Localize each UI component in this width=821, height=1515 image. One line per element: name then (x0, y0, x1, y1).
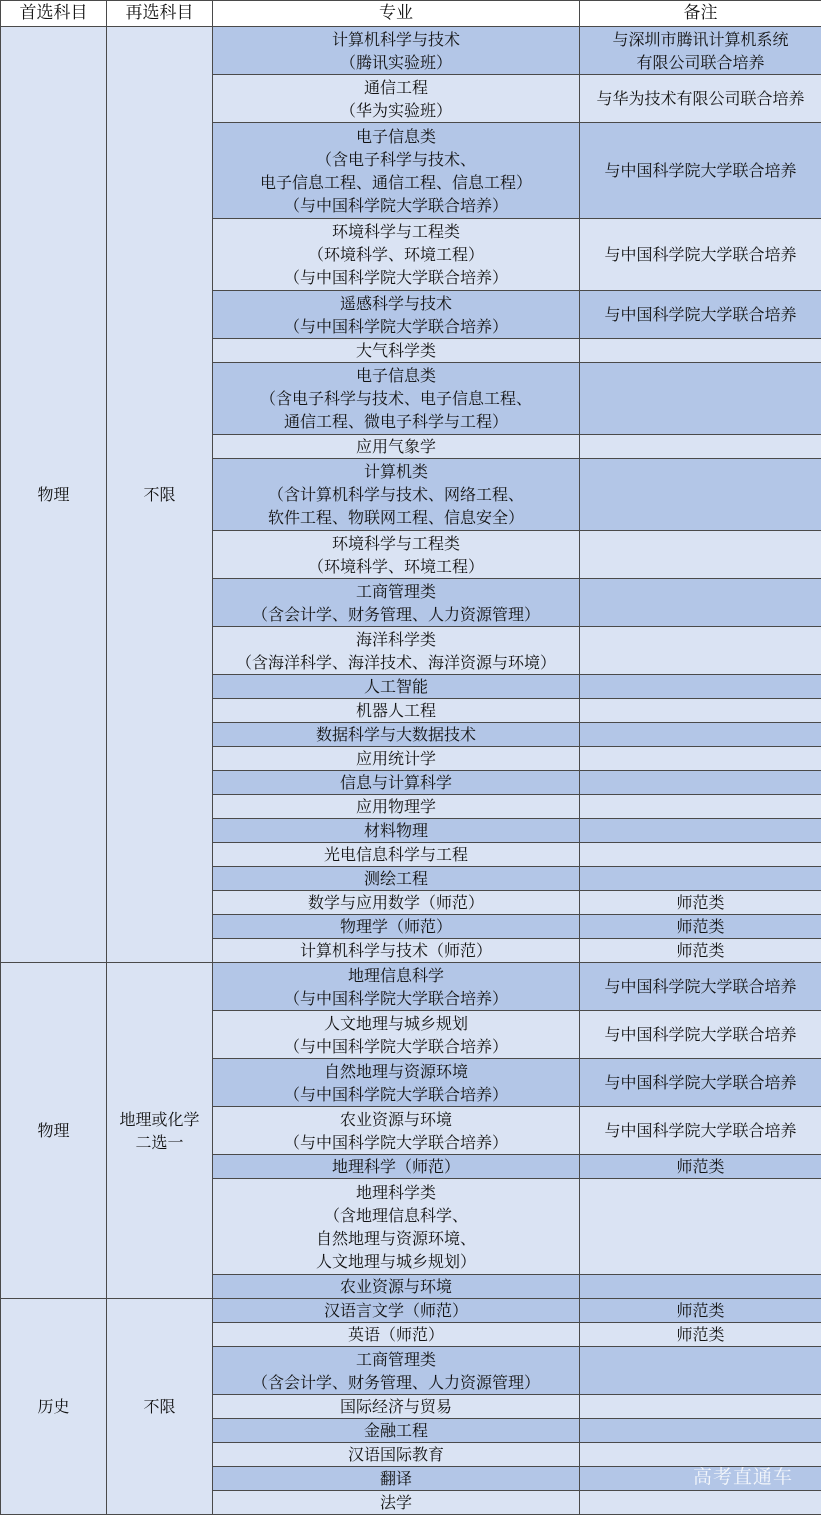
major-line: 计算机类 (363, 462, 428, 481)
major-line: 通信工程、微电子科学与工程） (283, 412, 508, 431)
note-cell (580, 771, 821, 795)
major-line: 电子信息类 (355, 366, 436, 385)
major-line: （与中国科学院大学联合培养） (283, 1084, 508, 1104)
major-line: （与中国科学院大学联合培养） (283, 316, 508, 336)
major-cell (213, 339, 580, 363)
major-line: 电子信息工程、通信工程、信息工程） (259, 172, 532, 192)
note-cell (580, 1491, 821, 1515)
major-cell (213, 963, 580, 1011)
note-line: 师范类 (676, 941, 725, 960)
note-line: 与中国科学院大学联合培养 (604, 977, 797, 996)
watermark: 高考直通车 (692, 1466, 793, 1488)
header-major: 专业 (213, 1, 580, 27)
major-line: 材料物理 (363, 821, 428, 840)
major-line: （环境科学、环境工程） (307, 245, 484, 264)
major-line: 大气科学类 (355, 341, 436, 360)
major-line: 数学与应用数学（师范） (307, 893, 484, 912)
note-line: 师范类 (676, 917, 725, 936)
major-line: 法学 (379, 1493, 412, 1512)
note-cell (580, 627, 821, 675)
major-line: 测绘工程 (363, 869, 428, 888)
note-cell (580, 747, 821, 771)
note-cell (580, 1011, 821, 1059)
major-cell (213, 1107, 580, 1155)
major-line: 电子信息类 (355, 126, 436, 146)
major-cell (213, 675, 580, 699)
note-cell (580, 939, 821, 963)
major-line: （环境科学、环境工程） (307, 556, 484, 576)
note-cell (580, 1323, 821, 1347)
major-cell (213, 459, 580, 531)
note-line: 与中国科学院大学联合培养 (604, 305, 797, 324)
major-line: （含计算机科学与技术、网络工程、 (267, 485, 524, 504)
note-cell (580, 1299, 821, 1323)
major-cell (213, 771, 580, 795)
note-cell (580, 1395, 821, 1419)
major-line: （含电子科学与技术、 (315, 149, 476, 169)
note-cell (580, 27, 821, 75)
note-cell (580, 291, 821, 339)
note-cell (580, 795, 821, 819)
major-line: 国际经济与贸易 (339, 1397, 452, 1416)
major-line: 农业资源与环境 (339, 1277, 452, 1296)
table-row (1, 1299, 821, 1323)
note-line: 与中国科学院大学联合培养 (604, 245, 797, 264)
major-cell (213, 1467, 580, 1491)
note-cell (580, 339, 821, 363)
header-note: 备注 (580, 1, 821, 27)
major-cell (213, 1059, 580, 1107)
major-line: 环境科学与工程类 (331, 533, 460, 553)
note-cell (580, 867, 821, 891)
note-line: 师范类 (676, 1157, 725, 1176)
major-line: （含电子科学与技术、电子信息工程、 (259, 389, 532, 408)
major-cell (213, 627, 580, 675)
major-line: 工商管理类 (355, 1349, 436, 1369)
major-line: 软件工程、物联网工程、信息安全） (267, 508, 524, 527)
major-cell (213, 1011, 580, 1059)
major-cell (213, 1155, 580, 1179)
header-second-subject: 再选科目 (107, 1, 213, 27)
note-line: 与中国科学院大学联合培养 (604, 1073, 797, 1092)
major-line: （含地理信息科学、 (323, 1205, 468, 1225)
major-cell (213, 27, 580, 75)
header-row (1, 1, 821, 27)
major-cell (213, 1347, 580, 1395)
header-first-subject: 首选科目 (1, 1, 107, 27)
major-line: 计算机科学与技术（师范） (299, 941, 492, 960)
major-cell (213, 1491, 580, 1515)
note-line: 与中国科学院大学联合培养 (604, 1025, 797, 1044)
note-cell (580, 891, 821, 915)
note-cell (580, 579, 821, 627)
major-cell (213, 795, 580, 819)
major-cell (213, 75, 580, 123)
note-line: 与中国科学院大学联合培养 (604, 161, 797, 180)
major-cell (213, 363, 580, 435)
major-line: 翻译 (379, 1469, 412, 1488)
note-line: 师范类 (676, 1301, 725, 1320)
note-cell (580, 123, 821, 219)
major-line: 地理科学类 (355, 1182, 436, 1202)
major-line: 光电信息科学与工程 (323, 845, 468, 864)
note-cell (580, 363, 821, 435)
major-cell (213, 1419, 580, 1443)
major-cell (213, 1395, 580, 1419)
major-cell (213, 531, 580, 579)
major-cell (213, 435, 580, 459)
first-subject-cell: 物理 (1, 963, 107, 1299)
major-cell (213, 843, 580, 867)
note-cell (580, 459, 821, 531)
note-cell (580, 1347, 821, 1395)
major-cell (213, 219, 580, 291)
major-cell (213, 1275, 580, 1299)
note-cell (580, 1059, 821, 1107)
first-subject-cell: 物理 (1, 27, 107, 963)
major-line: （与中国科学院大学联合培养） (283, 1036, 508, 1056)
major-line: 金融工程 (363, 1421, 428, 1440)
major-line: 应用气象学 (355, 437, 436, 456)
major-line: 汉语国际教育 (347, 1445, 444, 1464)
major-cell (213, 1299, 580, 1323)
major-line: 应用统计学 (355, 749, 436, 768)
major-line: （含海洋科学、海洋技术、海洋资源与环境） (235, 652, 556, 672)
major-line: （与中国科学院大学联合培养） (283, 195, 508, 215)
table-row (1, 963, 821, 1011)
major-line: （与中国科学院大学联合培养） (283, 1132, 508, 1152)
major-cell (213, 1323, 580, 1347)
major-line: 自然地理与资源环境 (323, 1061, 468, 1081)
major-line: 遥感科学与技术 (339, 293, 452, 313)
major-line: 环境科学与工程类 (331, 222, 460, 241)
major-line: （与中国科学院大学联合培养） (283, 268, 508, 287)
major-line: 汉语言文学（师范） (323, 1301, 468, 1320)
note-cell (580, 699, 821, 723)
major-line: （腾讯实验班） (339, 52, 452, 72)
note-cell (580, 531, 821, 579)
note-line: 有限公司联合培养 (636, 52, 765, 72)
note-line: 与华为技术有限公司联合培养 (596, 89, 805, 108)
major-line: 农业资源与环境 (339, 1109, 452, 1129)
major-line: 数据科学与大数据技术 (315, 725, 476, 744)
major-line: 物理学（师范） (339, 917, 452, 936)
table-body (1, 27, 821, 1515)
note-cell (580, 723, 821, 747)
major-line: 工商管理类 (355, 581, 436, 601)
major-line: 计算机科学与技术 (331, 29, 460, 49)
major-cell (213, 1443, 580, 1467)
major-cell (213, 723, 580, 747)
major-cell (213, 867, 580, 891)
major-line: （华为实验班） (339, 100, 452, 120)
major-line: 应用物理学 (355, 797, 436, 816)
major-line: 信息与计算科学 (339, 773, 452, 792)
major-line: 机器人工程 (355, 701, 436, 720)
second-subject-cell: 不限 (107, 27, 213, 963)
major-line: 英语（师范） (347, 1325, 444, 1344)
note-cell (580, 675, 821, 699)
second-subject-cell: 地理或化学 二选一 (107, 963, 213, 1299)
note-cell (580, 843, 821, 867)
major-line: 人工智能 (363, 677, 428, 696)
major-cell (213, 1179, 580, 1275)
major-cell (213, 123, 580, 219)
second-subject-cell: 不限 (107, 1299, 213, 1515)
major-cell (213, 291, 580, 339)
major-cell (213, 819, 580, 843)
note-cell (580, 1179, 821, 1275)
major-line: （含会计学、财务管理、人力资源管理） (251, 604, 540, 624)
major-line: 自然地理与资源环境、 (315, 1228, 476, 1248)
major-cell (213, 747, 580, 771)
note-line: 师范类 (676, 893, 725, 912)
major-cell (213, 579, 580, 627)
major-cell (213, 939, 580, 963)
major-cell (213, 699, 580, 723)
note-cell (580, 75, 821, 123)
major-line: 通信工程 (363, 77, 428, 97)
major-line: 人文地理与城乡规划） (315, 1251, 476, 1271)
major-cell (213, 891, 580, 915)
note-cell (580, 1107, 821, 1155)
major-line: 地理科学（师范） (331, 1157, 460, 1176)
major-line: （与中国科学院大学联合培养） (283, 988, 508, 1008)
note-cell (580, 1155, 821, 1179)
first-subject-cell: 历史 (1, 1299, 107, 1515)
note-line: 师范类 (676, 1325, 725, 1344)
note-cell (580, 1275, 821, 1299)
note-cell (580, 819, 821, 843)
major-line: 人文地理与城乡规划 (323, 1013, 468, 1033)
major-line: 海洋科学类 (355, 629, 436, 649)
note-cell (580, 219, 821, 291)
note-line: 与深圳市腾讯计算机系统 (612, 29, 789, 49)
table-row (1, 27, 821, 75)
note-cell (580, 1419, 821, 1443)
note-cell (580, 915, 821, 939)
note-cell (580, 963, 821, 1011)
major-line: （含会计学、财务管理、人力资源管理） (251, 1372, 540, 1392)
major-line: 地理信息科学 (347, 965, 444, 985)
note-cell (580, 435, 821, 459)
note-line: 与中国科学院大学联合培养 (604, 1121, 797, 1140)
major-cell (213, 915, 580, 939)
